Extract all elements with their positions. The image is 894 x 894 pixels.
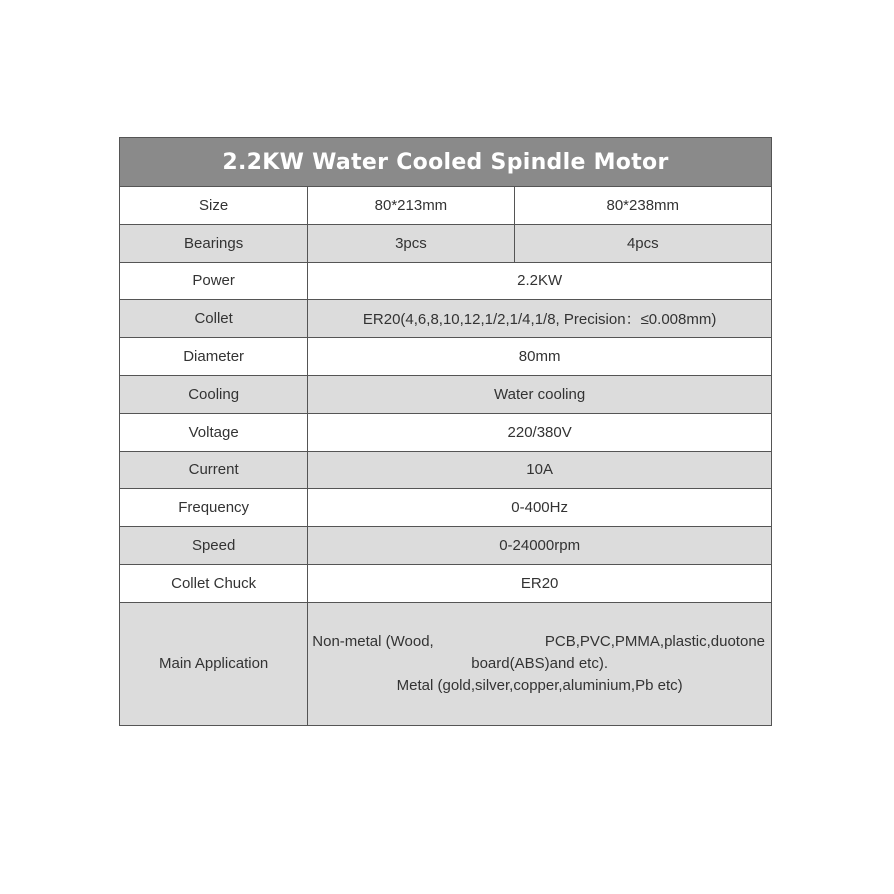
row-value: 2.2KW bbox=[308, 262, 772, 300]
row-value: 3pcs bbox=[308, 224, 514, 262]
table-title: 2.2KW Water Cooled Spindle Motor bbox=[120, 138, 772, 187]
row-label: Voltage bbox=[120, 413, 308, 451]
row-label: Cooling bbox=[120, 375, 308, 413]
application-line-1-left: Non-metal (Wood, bbox=[312, 632, 434, 650]
row-value: 4pcs bbox=[514, 224, 771, 262]
table-row-collet-chuck bbox=[120, 564, 772, 602]
row-value: Water cooling bbox=[308, 375, 772, 413]
row-label: Main Application bbox=[120, 602, 308, 725]
row-value: 0-24000rpm bbox=[308, 527, 772, 565]
row-value: 80*238mm bbox=[514, 187, 771, 225]
row-value: ER20 bbox=[308, 564, 772, 602]
row-label: Collet Chuck bbox=[120, 564, 308, 602]
spec-table bbox=[119, 137, 772, 726]
row-value: 80*213mm bbox=[308, 187, 514, 225]
table-row-size bbox=[120, 187, 772, 225]
row-label: Collet bbox=[120, 300, 308, 338]
row-value: 220/380V bbox=[308, 413, 772, 451]
table-row-diameter bbox=[120, 338, 772, 376]
row-label: Frequency bbox=[120, 489, 308, 527]
row-label: Speed bbox=[120, 527, 308, 565]
table-row-speed bbox=[120, 527, 772, 565]
row-label: Bearings bbox=[120, 224, 308, 262]
row-value: 0-400Hz bbox=[308, 489, 772, 527]
application-line-2: board(ABS)and etc). bbox=[471, 654, 608, 672]
application-line-3: Metal (gold,silver,copper,aluminium,Pb etc) bbox=[396, 676, 683, 694]
table-row-voltage bbox=[120, 413, 772, 451]
application-description bbox=[308, 602, 772, 725]
row-label: Power bbox=[120, 262, 308, 300]
table-row-main-application bbox=[120, 602, 772, 725]
row-label: Diameter bbox=[120, 338, 308, 376]
table-row-current bbox=[120, 451, 772, 489]
row-label: Size bbox=[120, 187, 308, 225]
row-value: ER20(4,6,8,10,12,1/2,1/4,1/8, Precision：≤0.008mm) bbox=[308, 300, 772, 338]
table-row-power bbox=[120, 262, 772, 300]
row-value: 80mm bbox=[308, 338, 772, 376]
table-row-bearings bbox=[120, 224, 772, 262]
application-line-1-right: PCB,PVC,PMMA,plastic,duotone bbox=[544, 632, 765, 650]
row-label: Current bbox=[120, 451, 308, 489]
row-value: 10A bbox=[308, 451, 772, 489]
table-row-cooling bbox=[120, 375, 772, 413]
table-row-frequency bbox=[120, 489, 772, 527]
table-row-collet bbox=[120, 300, 772, 338]
application-line-1 bbox=[308, 631, 771, 653]
